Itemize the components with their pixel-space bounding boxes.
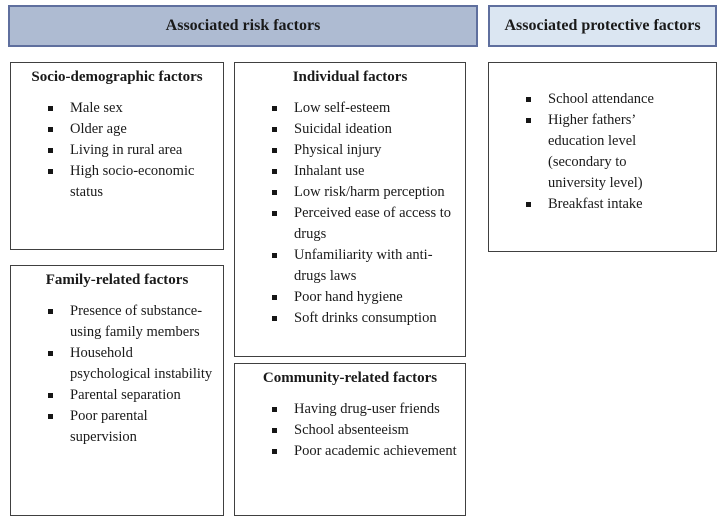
bullet-square-icon: [272, 295, 277, 300]
family-related-factors-box: [10, 265, 224, 516]
list-item: Soft drinks consumption: [235, 308, 465, 329]
list-item: High socio-economic status: [11, 161, 223, 203]
bullet-square-icon: [272, 211, 277, 216]
risk-factors-header-label: Associated risk factors: [165, 17, 321, 34]
bullet-square-icon: [526, 118, 531, 123]
bullet-square-icon: [272, 190, 277, 195]
list-item: Higher fathers’ education level (secondary to university level): [489, 110, 716, 194]
bullet-square-icon: [48, 393, 53, 398]
list-item: School attendance: [489, 89, 716, 110]
community-related-factors-box: [234, 363, 466, 516]
bullet-square-icon: [48, 169, 53, 174]
bullet-square-icon: [272, 407, 277, 412]
bullet-square-icon: [526, 202, 531, 207]
list-item: Poor academic achievement: [235, 441, 465, 462]
list-item: Perceived ease of access to drugs: [235, 203, 465, 245]
community-related-list: [235, 399, 465, 462]
list-item: Inhalant use: [235, 161, 465, 182]
list-item: Parental separation: [11, 385, 223, 406]
list-item: Household psychological instability: [11, 343, 223, 385]
risk-factors-header: [8, 5, 478, 47]
family-related-list: [11, 301, 223, 448]
bullet-square-icon: [272, 316, 277, 321]
bullet-square-icon: [272, 127, 277, 132]
bullet-square-icon: [48, 127, 53, 132]
protective-factors-list: [489, 89, 716, 215]
list-item: Suicidal ideation: [235, 119, 465, 140]
list-item: Low self-esteem: [235, 98, 465, 119]
list-item: Breakfast intake: [489, 194, 716, 215]
list-item: Presence of substance-using family members: [11, 301, 223, 343]
list-item: Older age: [11, 119, 223, 140]
list-item: Living in rural area: [11, 140, 223, 161]
list-item: Having drug-user friends: [235, 399, 465, 420]
bullet-square-icon: [272, 253, 277, 258]
bullet-square-icon: [272, 169, 277, 174]
individual-factors-box: [234, 62, 466, 357]
bullet-square-icon: [272, 148, 277, 153]
bullet-square-icon: [526, 97, 531, 102]
socio-demographic-factors-box: [10, 62, 224, 250]
bullet-square-icon: [48, 148, 53, 153]
bullet-square-icon: [48, 414, 53, 419]
box-title: Family-related factors: [45, 272, 189, 288]
box-title: Individual factors: [292, 69, 408, 85]
box-title: Socio-demographic factors: [31, 69, 203, 85]
bullet-square-icon: [272, 449, 277, 454]
list-item: Poor parental supervision: [11, 406, 223, 448]
bullet-square-icon: [48, 351, 53, 356]
bullet-square-icon: [48, 309, 53, 314]
list-item: Physical injury: [235, 140, 465, 161]
protective-factors-header: [488, 5, 717, 47]
list-item: Unfamiliarity with anti-drugs laws: [235, 245, 465, 287]
list-item: Poor hand hygiene: [235, 287, 465, 308]
list-item: Male sex: [11, 98, 223, 119]
protective-factors-box: [488, 62, 717, 252]
individual-factors-list: [235, 98, 465, 329]
protective-factors-header-label: Associated protective factors: [504, 17, 701, 34]
bullet-square-icon: [272, 428, 277, 433]
bullet-square-icon: [48, 106, 53, 111]
list-item: School absenteeism: [235, 420, 465, 441]
box-title: Community-related factors: [262, 370, 438, 386]
socio-demographic-list: [11, 98, 223, 203]
bullet-square-icon: [272, 106, 277, 111]
list-item: Low risk/harm perception: [235, 182, 465, 203]
